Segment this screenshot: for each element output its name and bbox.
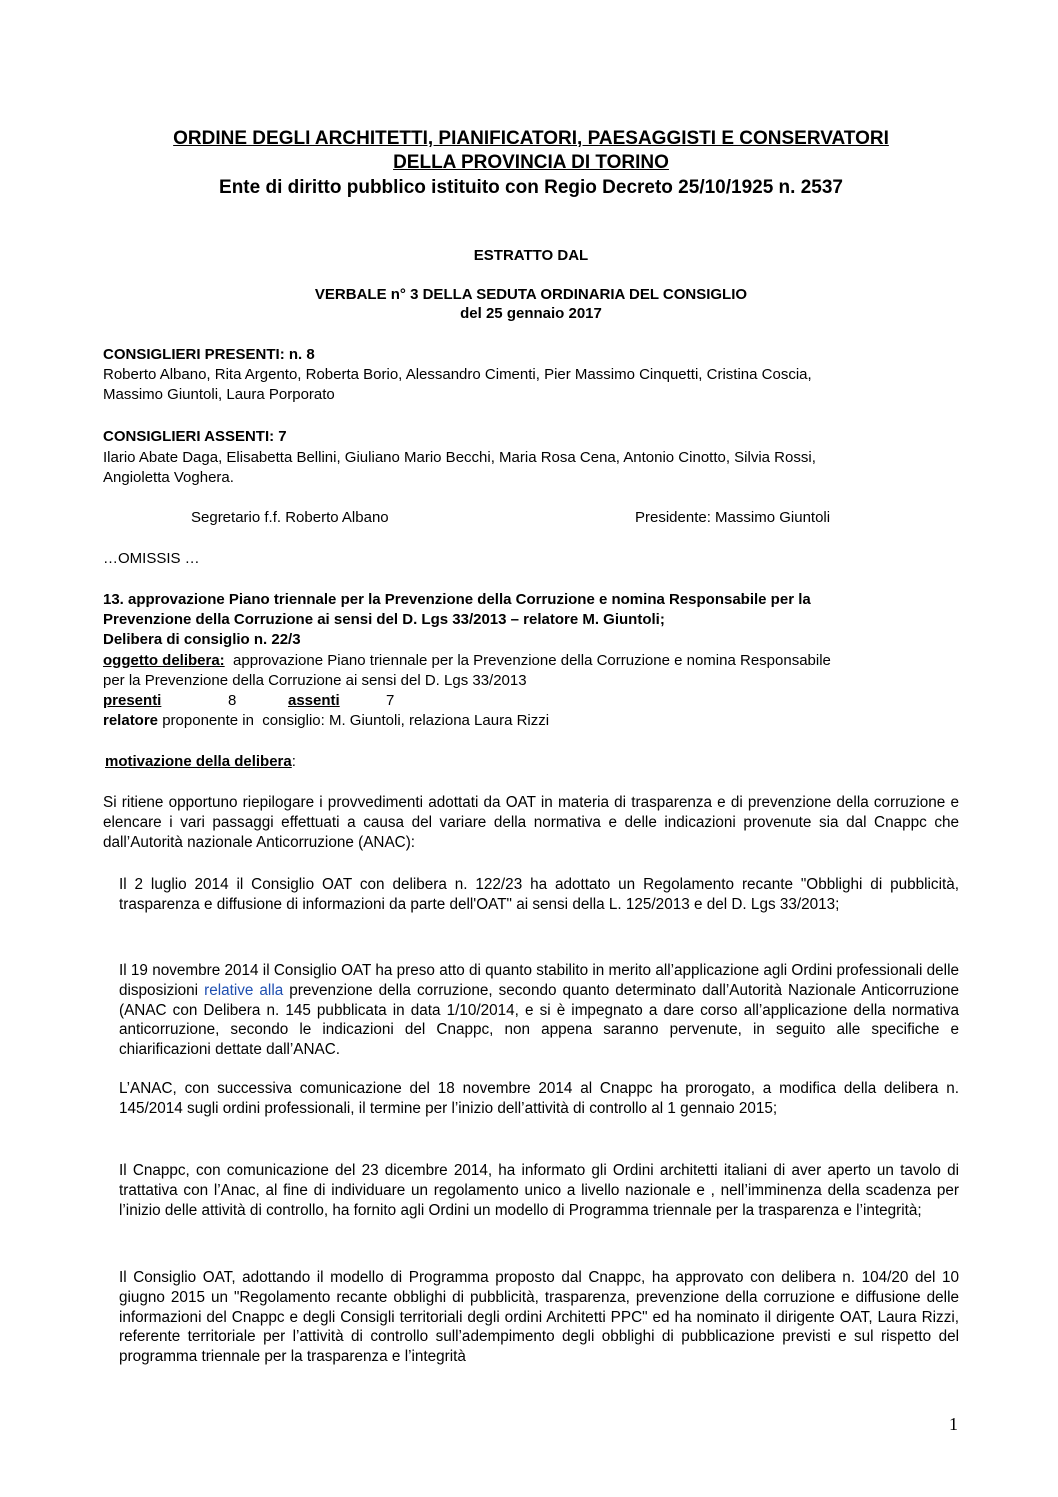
document-page bbox=[103, 0, 959, 1497]
assenti-value: 7 bbox=[386, 692, 395, 709]
extract-title: ESTRATTO DAL bbox=[473, 247, 589, 264]
page-number: 1 bbox=[949, 1414, 958, 1434]
omissis: …OMISSIS … bbox=[103, 550, 200, 567]
secretary-signature: Segretario f.f. Roberto Albano bbox=[191, 509, 389, 526]
assenti-label: assenti bbox=[288, 692, 340, 709]
intro-paragraph: Si ritiene opportuno riepilogare i provvedimenti adottati da OAT in materia di trasparenza e di prevenzione della corruzione e elencare i vari passaggi effettuati a causa del variare della normativa e delle indicazioni provenute sia dal Cnappc che dall’Autorità nazionale Anticorruzione (ANAC): bbox=[103, 794, 959, 851]
motivazione-label: motivazione della delibera bbox=[105, 753, 292, 770]
verbale-date: del 25 gennaio 2017 bbox=[460, 305, 602, 322]
absent-label: CONSIGLIERI ASSENTI: 7 bbox=[103, 428, 287, 445]
delibera-number: Delibera di consiglio n. 22/3 bbox=[103, 631, 301, 648]
paragraph-19-novembre-2014: Il 19 novembre 2014 il Consiglio OAT ha preso atto di quanto stabilito in merito all’applicazione agli Ordini professionali delle disposizioni relative alla prevenzione della corruzione, secondo quanto determinato dall’Autorità Nazionale Anticorruzione (ANAC con Delibera n. 145 pubblicata in data 1/10/2014, e si è impegnato a dare corso all’applicazione della normativa anticorruzione, secondo le indicazioni del Cnappc, non appena saranno pervenute, in seguito alle specifiche e chiarificazioni dettate dall’ANAC. bbox=[119, 962, 959, 1059]
org-subtitle: Ente di diritto pubblico istituito con Regio Decreto 25/10/1925 n. 2537 bbox=[219, 177, 843, 198]
org-title-line1: ORDINE DEGLI ARCHITETTI, PIANIFICATORI, PAESAGGISTI E CONSERVATORI bbox=[173, 128, 889, 149]
relative-alla-link[interactable]: relative alla bbox=[204, 981, 284, 999]
paragraph-consiglio-oat: Il Consiglio OAT, adottando il modello di Programma proposto dal Cnappc, ha approvato con delibera n. 104/20 del 10 giugno 2015 un "Regolamento recante obblighi di pubblicità, trasparenza, prevenzione della corruzione e diffusione delle informazioni del Cnappc e degli Consigli territoriali degli ordini Architetti PPC" ed ha nominato il dirigente OAT, Laura Rizzi, referente territoriale per l’attività di controllo sull’adempimento degli obblighi di pubblicazione previsti e sul rispetto del programma triennale per la trasparenza e l’integrità bbox=[119, 1269, 959, 1366]
oggetto-line2: per la Prevenzione della Corruzione ai sensi del D. Lgs 33/2013 bbox=[103, 672, 527, 689]
motivazione-colon: : bbox=[291, 753, 296, 770]
absent-names-line1: Ilario Abate Daga, Elisabetta Bellini, Giuliano Mario Becchi, Maria Rosa Cena, Antonio Cinotto, Silvia Rossi, bbox=[103, 449, 816, 466]
presenti-label: presenti bbox=[103, 692, 162, 709]
presenti-value: 8 bbox=[228, 692, 237, 709]
verbale-title: VERBALE n° 3 DELLA SEDUTA ORDINARIA DEL CONSIGLIO bbox=[314, 286, 748, 303]
item-title-line2: Prevenzione della Corruzione ai sensi del D. Lgs 33/2013 – relatore M. Giuntoli; bbox=[103, 611, 665, 628]
item-title-line1: 13. approvazione Piano triennale per la Prevenzione della Corruzione e nomina Responsabile per la bbox=[103, 591, 811, 608]
absent-names-line2: Angioletta Voghera. bbox=[103, 469, 234, 486]
oggetto-line1 bbox=[103, 651, 959, 671]
oggetto-text: approvazione Piano triennale per la Prevenzione della Corruzione e nomina Responsabile bbox=[224, 652, 831, 669]
relatore-text: proponente in consiglio: M. Giuntoli, relaziona Laura Rizzi bbox=[158, 712, 550, 729]
paragraph-2-luglio-2014: Il 2 luglio 2014 il Consiglio OAT con delibera n. 122/23 ha adottato un Regolamento recante "Obblighi di pubblicità, trasparenza e diffusione di informazioni da parte dell'OAT" ai sensi della L. 125/2013 e del D. Lgs 33/2013; bbox=[119, 876, 959, 913]
relatore-row bbox=[103, 711, 959, 731]
motivazione-heading bbox=[105, 752, 961, 772]
org-title-line2: DELLA PROVINCIA DI TORINO bbox=[393, 152, 669, 173]
paragraph-anac-18-novembre: L’ANAC, con successiva comunicazione del 18 novembre 2014 al Cnappc ha prorogato, a modifica della delibera n. 145/2014 sugli ordini professionali, il termine per l’inizio dell’attività di controllo al 1 gennaio 2015; bbox=[119, 1080, 959, 1117]
president-signature: Presidente: Massimo Giuntoli bbox=[635, 509, 831, 526]
oggetto-label: oggetto delibera: bbox=[103, 652, 225, 669]
relatore-label: relatore bbox=[103, 712, 159, 729]
present-names-line2: Massimo Giuntoli, Laura Porporato bbox=[103, 386, 335, 403]
present-names-line1: Roberto Albano, Rita Argento, Roberta Borio, Alessandro Cimenti, Pier Massimo Cinquetti, Cristina Coscia, bbox=[103, 366, 812, 383]
present-label: CONSIGLIERI PRESENTI: n. 8 bbox=[103, 346, 315, 363]
paragraph-cnappc-23-dicembre: Il Cnappc, con comunicazione del 23 dicembre 2014, ha informato gli Ordini architetti italiani di aver aperto un tavolo di trattativa con l’Anac, al fine di individuare un regolamento unico a livello nazionale e , nell’imminenza della scadenza per l’inizio delle attività di controllo, ha fornito agli Ordini un modello di Programma triennale per la trasparenza e l’integrità; bbox=[119, 1162, 959, 1219]
